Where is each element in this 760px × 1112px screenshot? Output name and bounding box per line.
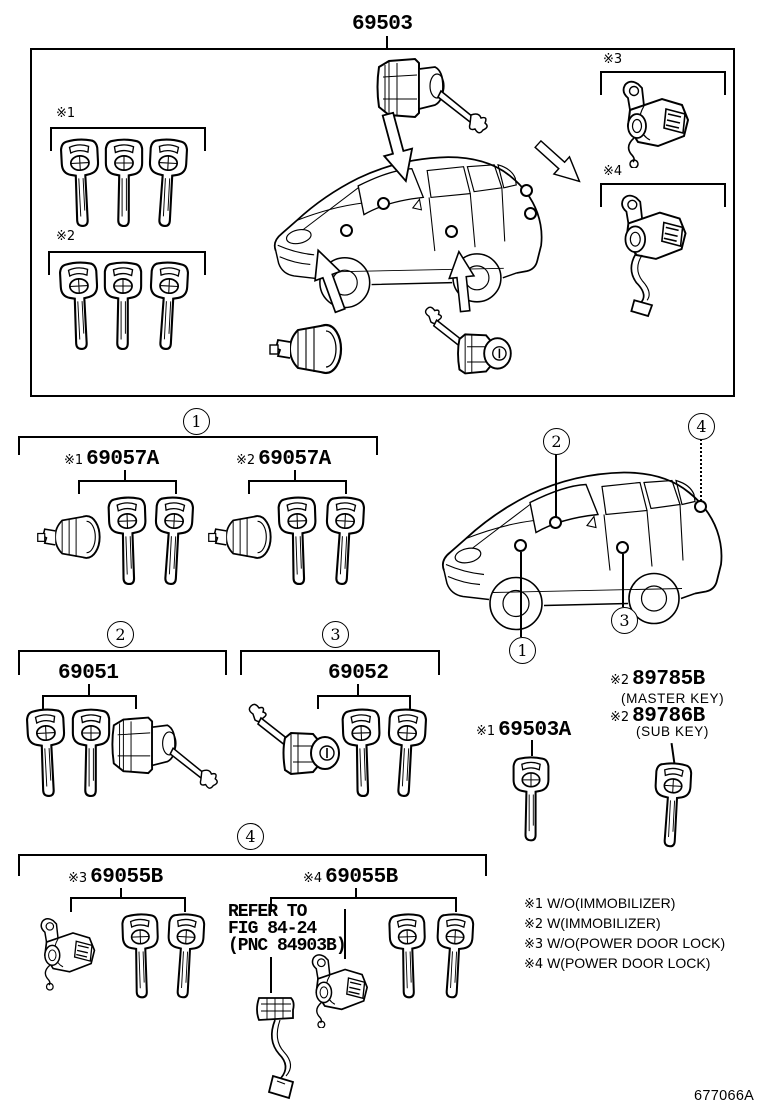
part-mark: ※2	[610, 710, 630, 725]
legend-line-1	[524, 893, 725, 913]
lock-cylinder-icon	[268, 318, 346, 380]
car-illustration-callouts	[432, 450, 732, 645]
callout-number: 3	[619, 611, 630, 630]
part-mark: ※4	[303, 871, 323, 886]
label-leader-line	[531, 740, 533, 756]
key-icon	[385, 912, 430, 1001]
label-leader-line	[671, 743, 676, 764]
callout-number: 2	[551, 432, 562, 451]
title-leader-line	[386, 36, 388, 48]
callout-circle-3	[322, 621, 349, 648]
callout-circle-2	[107, 621, 134, 648]
legend-text: W/O(POWER DOOR LOCK)	[547, 935, 726, 951]
part-mark: ※1	[64, 453, 84, 468]
part-caption-master-key: (MASTER KEY)	[621, 691, 725, 706]
key-icon	[24, 707, 71, 801]
back-door-lock-cable-icon	[606, 188, 701, 318]
legend-line-4	[524, 953, 725, 973]
part-number: 89785B	[632, 668, 705, 691]
legend-mark: ※2	[524, 917, 544, 932]
key-icon	[105, 495, 150, 588]
part-label-89785b	[610, 668, 705, 691]
callout-number: 1	[191, 412, 202, 431]
part-label-69051	[58, 662, 119, 685]
legend-mark: ※1	[524, 897, 544, 912]
key-icon	[118, 912, 163, 1001]
key-icon	[162, 912, 209, 1002]
callout-number: 4	[245, 827, 256, 846]
subpart-bracket	[248, 480, 347, 494]
key-icon	[275, 495, 320, 588]
label-leader-line	[88, 684, 90, 695]
callout-circle-4	[237, 823, 264, 850]
label-leader-line	[124, 470, 126, 480]
key-icon	[649, 761, 696, 851]
back-door-lock-icon	[300, 950, 380, 1028]
door-lock-cylinder-icon	[110, 712, 220, 794]
part-label-69052	[328, 662, 389, 685]
label-leader-line	[294, 470, 296, 480]
figure-code: 677066A	[694, 1088, 755, 1104]
lock-position-marker	[514, 539, 527, 552]
lock-cylinder-icon	[207, 505, 275, 569]
part-label-69055b-2	[303, 866, 398, 889]
overview-group1-mark: ※1	[56, 106, 76, 121]
car-callout-4	[688, 413, 715, 440]
refer-note-line1: REFER TO	[228, 902, 307, 922]
part-number: 69052	[328, 662, 389, 685]
car-callout-3	[611, 607, 638, 634]
key-icon	[383, 707, 430, 801]
key-icon	[70, 708, 112, 800]
callout-number: 4	[696, 417, 707, 436]
label-leader-line	[120, 888, 122, 897]
legend	[524, 893, 725, 973]
part-label-69055b-1	[68, 866, 163, 889]
key-icon	[102, 261, 144, 353]
overview-option4-mark: ※4	[603, 164, 623, 179]
part-label-69057a-1	[64, 448, 159, 471]
legend-mark: ※4	[524, 957, 544, 972]
page-title-part-number: 69503	[352, 13, 413, 36]
subpart-bracket	[78, 480, 177, 494]
part-number: 69055B	[90, 866, 163, 889]
part-label-69503a	[476, 719, 571, 742]
refer-note-line2: FIG 84-24	[228, 919, 317, 939]
legend-mark: ※3	[524, 937, 544, 952]
lock-position-marker	[377, 197, 390, 210]
key-icon	[150, 495, 197, 589]
door-lock-cylinder-icon	[418, 303, 518, 381]
callout-leader-line	[520, 552, 522, 637]
key-icon	[321, 495, 368, 589]
back-door-lock-icon	[30, 908, 106, 996]
lock-position-marker	[524, 207, 537, 220]
callout-number: 2	[115, 625, 126, 644]
part-label-69057a-2	[236, 448, 331, 471]
refer-note	[228, 904, 346, 955]
callout-number: 3	[330, 625, 341, 644]
legend-line-2	[524, 913, 725, 933]
lock-position-marker	[616, 541, 629, 554]
part-number: 69055B	[325, 866, 398, 889]
part-number: 69057A	[86, 448, 159, 471]
label-leader-line	[355, 888, 357, 897]
lock-position-marker	[445, 225, 458, 238]
refer-note-line3: (PNC 84903B)	[228, 936, 346, 956]
overview-group2-mark: ※2	[56, 229, 76, 244]
door-lock-cylinder-icon	[243, 700, 345, 782]
part-mark: ※1	[476, 724, 496, 739]
car-callout-2	[543, 428, 570, 455]
lock-cylinder-icon	[36, 505, 104, 569]
lock-position-marker	[549, 516, 562, 529]
lock-position-marker	[340, 224, 353, 237]
part-mark: ※2	[236, 453, 256, 468]
callout-leader-line	[555, 454, 557, 517]
key-icon	[339, 707, 384, 800]
section2-bracket	[18, 650, 227, 675]
key-icon	[431, 912, 478, 1002]
part-mark: ※3	[68, 871, 88, 886]
lock-position-marker	[520, 184, 533, 197]
key-icon	[103, 138, 145, 230]
callout-leader-line	[622, 554, 624, 607]
legend-text: W(POWER DOOR LOCK)	[547, 955, 711, 971]
callout-circle-1	[183, 408, 210, 435]
legend-text: W(IMMOBILIZER)	[547, 915, 661, 931]
part-caption-sub-key: (SUB KEY)	[636, 724, 709, 739]
part-number: 69057A	[258, 448, 331, 471]
callout-leader-line-dotted	[700, 439, 702, 501]
part-number: 89786B	[632, 705, 705, 728]
car-callout-1	[509, 637, 536, 664]
part-number: 69503A	[498, 719, 571, 742]
note-leader-line	[270, 957, 272, 993]
back-door-lock-icon	[610, 76, 702, 168]
key-icon	[510, 756, 552, 844]
part-number: 69051	[58, 662, 119, 685]
callout-number: 1	[517, 641, 528, 660]
key-icon	[57, 260, 104, 354]
key-icon	[144, 137, 191, 231]
key-icon	[58, 137, 105, 231]
label-leader-line	[357, 684, 359, 695]
overview-option3-mark: ※3	[603, 52, 623, 67]
lock-position-marker	[694, 500, 707, 513]
key-icon	[145, 260, 192, 354]
legend-line-3	[524, 933, 725, 953]
part-mark: ※2	[610, 673, 630, 688]
legend-text: W/O(IMMOBILIZER)	[547, 895, 676, 911]
